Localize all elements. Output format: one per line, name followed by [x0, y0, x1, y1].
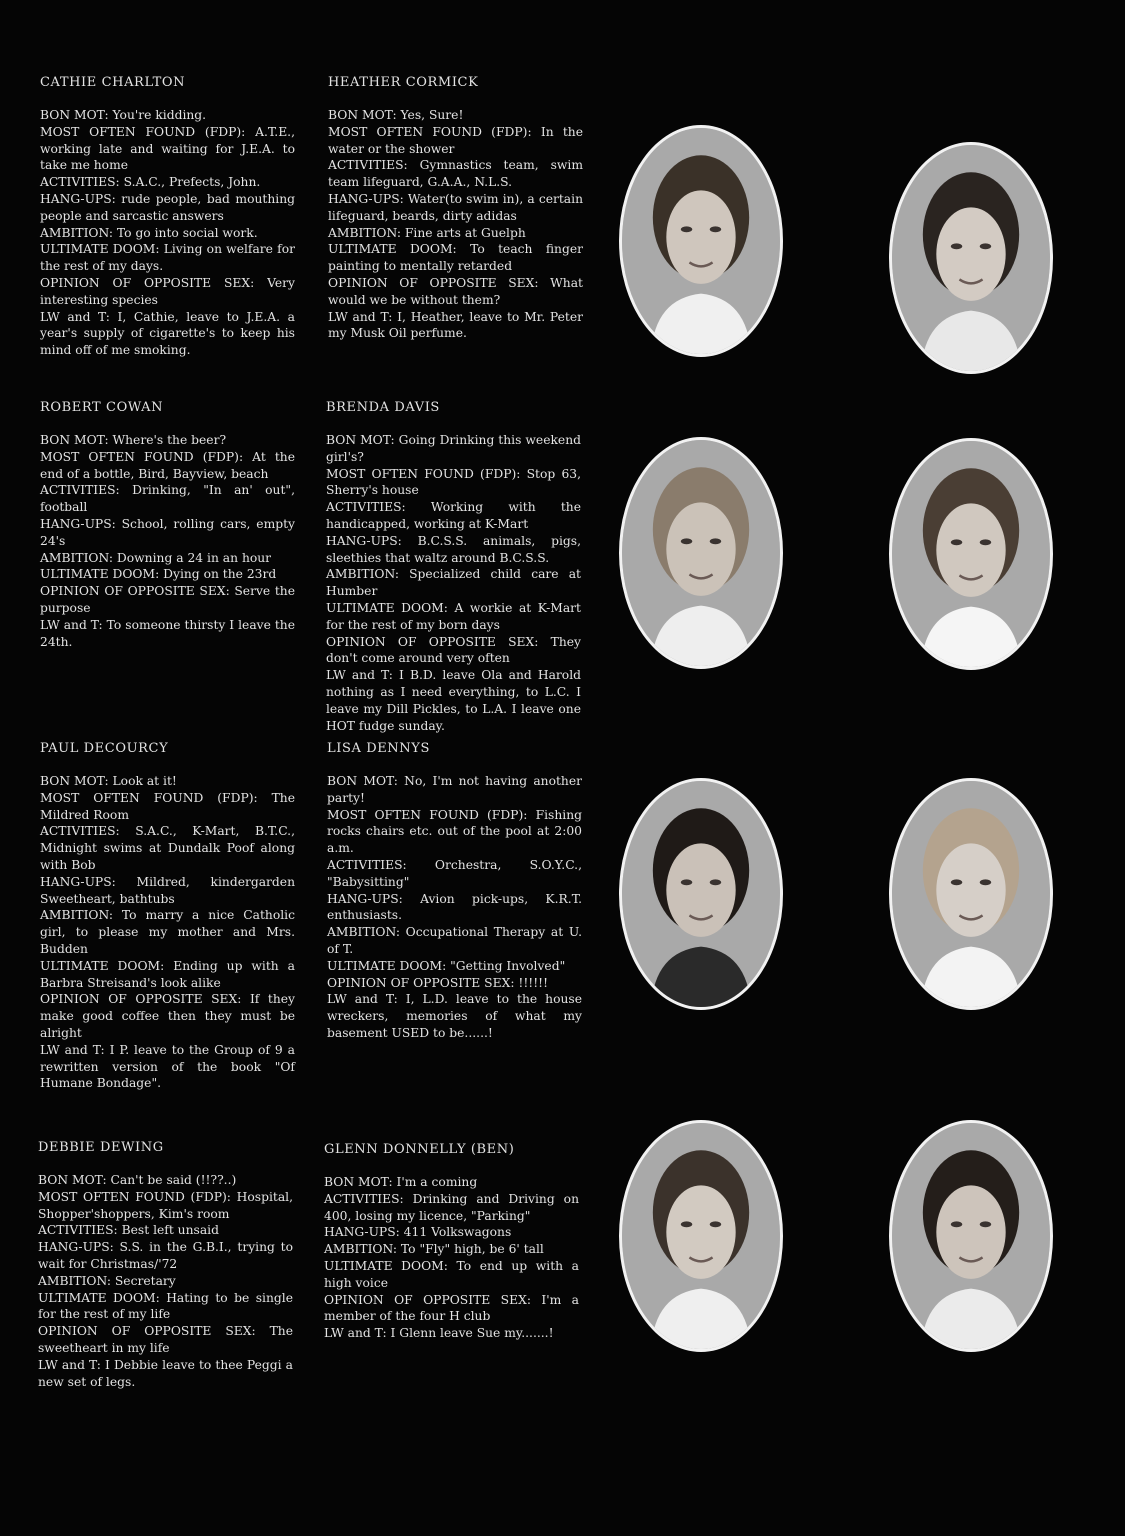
entry-heather-cormick	[328, 75, 583, 342]
ambition: AMBITION: Secretary	[38, 1273, 176, 1288]
ultimate-doom: ULTIMATE DOOM: To teach finger painting to mentally retarded	[328, 242, 583, 274]
last-will: LW and T: I B.D. leave Ola and Harold nothing as I need everything, to L.C. I leave my Dill Pickles, to L.A. I leave one HOT fudge sunday.	[326, 668, 581, 733]
most-often-found: MOST OFTEN FOUND (FDP): The Mildred Room	[40, 790, 295, 822]
portrait-face	[666, 190, 735, 284]
opinion-of-opposite-sex: OPINION OF OPPOSITE SEX: What would we be without them?	[328, 275, 583, 307]
hang-ups: HANG-UPS: Avion pick-ups, K.R.T. enthusiasts.	[327, 891, 582, 923]
activities: ACTIVITIES: S.A.C., K-Mart, B.T.C., Midnight swims at Dundalk Poof along with Bob	[40, 824, 295, 872]
bon-mot: BON MOT: Going Drinking this weekend girl's?	[326, 433, 581, 464]
entry-name: HEATHER CORMICK	[328, 75, 479, 90]
portrait-face	[936, 503, 1005, 597]
portrait-eye-right	[710, 538, 722, 544]
last-will: LW and T: I Debbie leave to thee Peggi a new set of legs.	[38, 1357, 293, 1389]
most-often-found: MOST OFTEN FOUND (FDP): At the end of a bottle, Bird, Bayview, beach	[40, 449, 295, 481]
hang-ups: HANG-UPS: B.C.S.S. animals, pigs, sleethies that waltz around B.C.S.S.	[326, 533, 581, 565]
opinion-of-opposite-sex: OPINION OF OPPOSITE SEX: If they make good coffee then they must be alright	[40, 992, 295, 1040]
portrait-photo-icon	[622, 128, 780, 354]
entry-name: DEBBIE DEWING	[38, 1140, 164, 1155]
activities: ACTIVITIES: Drinking, "In an' out", football	[40, 483, 295, 515]
opinion-of-opposite-sex: OPINION OF OPPOSITE SEX: I'm a member of the four H club	[324, 1292, 579, 1324]
portrait-eye-right	[980, 1221, 992, 1227]
activities: ACTIVITIES: S.A.C., Prefects, John.	[40, 175, 261, 190]
ultimate-doom: ULTIMATE DOOM: A workie at K-Mart for the rest of my born days	[326, 600, 581, 632]
bon-mot: BON MOT: Look at it!	[40, 774, 177, 788]
portrait-cathie-charlton	[619, 125, 783, 357]
ambition: AMBITION: Fine arts at Guelph	[328, 225, 526, 240]
hang-ups: HANG-UPS: Mildred, kindergarden Sweetheart, bathtubs	[40, 874, 295, 906]
entry-lines	[324, 1174, 579, 1342]
ultimate-doom: ULTIMATE DOOM: Dying on the 23rd	[40, 567, 277, 582]
entry-lines	[38, 1172, 293, 1390]
most-often-found: MOST OFTEN FOUND (FDP): In the water or the shower	[328, 124, 583, 156]
hang-ups: HANG-UPS: S.S. in the G.B.I., trying to wait for Christmas/'72	[38, 1240, 293, 1271]
entry-name: PAUL DECOURCY	[40, 741, 169, 756]
opinion-of-opposite-sex: OPINION OF OPPOSITE SEX: They don't come around very often	[326, 634, 581, 666]
ambition: AMBITION: To go into social work.	[40, 225, 258, 240]
entry-lines	[40, 107, 295, 359]
portrait-face	[666, 502, 735, 596]
entry-brenda-davis	[326, 400, 581, 734]
activities: ACTIVITIES: Orchestra, S.O.Y.C., "Babysitting"	[327, 857, 582, 889]
last-will: LW and T: I, Cathie, leave to J.E.A. a year's supply of cigarette's to keep his mind off of me smoking.	[40, 309, 295, 358]
hang-ups: HANG-UPS: School, rolling cars, empty 24's	[40, 516, 295, 548]
entry-name: LISA DENNYS	[327, 741, 430, 756]
bon-mot: BON MOT: I'm a coming	[324, 1175, 478, 1189]
last-will: LW and T: To someone thirsty I leave the 24th.	[40, 617, 295, 649]
opinion-of-opposite-sex: OPINION OF OPPOSITE SEX: The sweetheart in my life	[38, 1324, 293, 1355]
portrait-eye-right	[980, 539, 992, 545]
entry-lines	[328, 107, 583, 342]
bon-mot: BON MOT: Can't be said (!!??..)	[38, 1173, 237, 1187]
ultimate-doom: ULTIMATE DOOM: Living on welfare for the rest of my days.	[40, 242, 295, 274]
portrait-heather-cormick	[889, 142, 1053, 374]
entry-lines	[40, 773, 295, 1092]
activities: ACTIVITIES: Working with the handicapped, working at K-Mart	[326, 500, 581, 531]
ambition: AMBITION: Downing a 24 in an hour	[40, 550, 272, 565]
portrait-eye-left	[681, 538, 693, 544]
ultimate-doom: ULTIMATE DOOM: "Getting Involved"	[327, 958, 566, 973]
portrait-eye-left	[681, 879, 693, 885]
opinion-of-opposite-sex: OPINION OF OPPOSITE SEX: Serve the purpose	[40, 584, 295, 615]
activities: ACTIVITIES: Drinking and Driving on 400, losing my licence, "Parking"	[324, 1191, 579, 1223]
portrait-robert-cowan	[619, 437, 783, 669]
portrait-eye-left	[681, 226, 693, 232]
portrait-photo-icon	[892, 781, 1050, 1007]
entry-paul-decourcy	[40, 741, 295, 1092]
hang-ups: HANG-UPS: rude people, bad mouthing people and sarcastic answers	[40, 191, 295, 223]
entry-lines	[326, 432, 581, 734]
most-often-found: MOST OFTEN FOUND (FDP): Fishing rocks chairs etc. out of the pool at 2:00 a.m.	[327, 807, 582, 856]
portrait-eye-right	[980, 879, 992, 885]
portrait-lisa-dennys	[889, 778, 1053, 1010]
portrait-photo-icon	[622, 1123, 780, 1349]
entry-lines	[327, 773, 582, 1042]
opinion-of-opposite-sex: OPINION OF OPPOSITE SEX: Very interesting species	[40, 275, 295, 307]
entry-robert-cowan	[40, 400, 295, 650]
most-often-found: MOST OFTEN FOUND (FDP): Hospital, Shopper'shoppers, Kim's room	[38, 1189, 293, 1221]
entry-lisa-dennys	[327, 741, 582, 1042]
activities: ACTIVITIES: Gymnastics team, swim team lifeguard, G.A.A., N.L.S.	[328, 158, 583, 190]
opinion-of-opposite-sex: OPINION OF OPPOSITE SEX: !!!!!!	[327, 975, 549, 990]
portrait-eye-right	[710, 879, 722, 885]
portrait-face	[666, 843, 735, 937]
entry-name: GLENN DONNELLY (BEN)	[324, 1142, 515, 1157]
ultimate-doom: ULTIMATE DOOM: Hating to be single for the rest of my life	[38, 1290, 293, 1322]
portrait-photo-icon	[892, 441, 1050, 667]
activities: ACTIVITIES: Best left unsaid	[38, 1223, 219, 1238]
portrait-face	[936, 1185, 1005, 1279]
portrait-eye-left	[951, 1221, 963, 1227]
portrait-face	[936, 207, 1005, 301]
last-will: LW and T: I, Heather, leave to Mr. Peter my Musk Oil perfume.	[328, 309, 583, 341]
entry-name: CATHIE CHARLTON	[40, 75, 186, 90]
portrait-glenn-donnelly	[889, 1120, 1053, 1352]
ambition: AMBITION: Specialized child care at Humber	[326, 567, 581, 599]
portrait-photo-icon	[622, 781, 780, 1007]
portrait-paul-decourcy	[619, 778, 783, 1010]
portrait-debbie-dewing	[619, 1120, 783, 1352]
entry-cathie-charlton	[40, 75, 295, 359]
portrait-eye-right	[710, 1221, 722, 1227]
ultimate-doom: ULTIMATE DOOM: Ending up with a Barbra Streisand's look alike	[40, 958, 295, 990]
entry-lines	[40, 432, 295, 650]
portrait-eye-right	[710, 226, 722, 232]
portrait-photo-icon	[892, 145, 1050, 371]
most-often-found: MOST OFTEN FOUND (FDP): Stop 63, Sherry's house	[326, 466, 581, 498]
entry-name: ROBERT COWAN	[40, 400, 164, 415]
last-will: LW and T: I, L.D. leave to the house wreckers, memories of what my basement USED to be......!	[327, 992, 582, 1040]
entry-debbie-dewing	[38, 1140, 293, 1390]
ambition: AMBITION: To marry a nice Catholic girl, to please my mother and Mrs. Budden	[40, 908, 295, 956]
bon-mot: BON MOT: No, I'm not having another party!	[327, 774, 582, 805]
entry-glenn-donnelly	[324, 1142, 579, 1342]
portrait-eye-right	[980, 243, 992, 249]
last-will: LW and T: I Glenn leave Sue my.......!	[324, 1326, 554, 1341]
portrait-eye-left	[951, 879, 963, 885]
ultimate-doom: ULTIMATE DOOM: To end up with a high voice	[324, 1258, 579, 1290]
portrait-face	[666, 1185, 735, 1279]
ambition: AMBITION: Occupational Therapy at U. of T.	[327, 925, 582, 956]
last-will: LW and T: I P. leave to the Group of 9 a rewritten version of the book "Of Humane Bondage".	[40, 1042, 295, 1091]
ambition: AMBITION: To "Fly" high, be 6' tall	[324, 1242, 544, 1257]
most-often-found: MOST OFTEN FOUND (FDP): A.T.E., working late and waiting for J.E.A. to take me home	[40, 124, 295, 173]
bon-mot: BON MOT: You're kidding.	[40, 108, 207, 122]
bon-mot: BON MOT: Where's the beer?	[40, 433, 227, 447]
hang-ups: HANG-UPS: Water(to swim in), a certain lifeguard, beards, dirty adidas	[328, 191, 583, 223]
entry-name: BRENDA DAVIS	[326, 400, 440, 415]
portrait-eye-left	[951, 539, 963, 545]
portrait-brenda-davis	[889, 438, 1053, 670]
portrait-photo-icon	[622, 440, 780, 666]
portrait-eye-left	[951, 243, 963, 249]
hang-ups: HANG-UPS: 411 Volkswagons	[324, 1225, 512, 1240]
portrait-face	[936, 843, 1005, 937]
portrait-photo-icon	[892, 1123, 1050, 1349]
portrait-eye-left	[681, 1221, 693, 1227]
bon-mot: BON MOT: Yes, Sure!	[328, 108, 464, 122]
